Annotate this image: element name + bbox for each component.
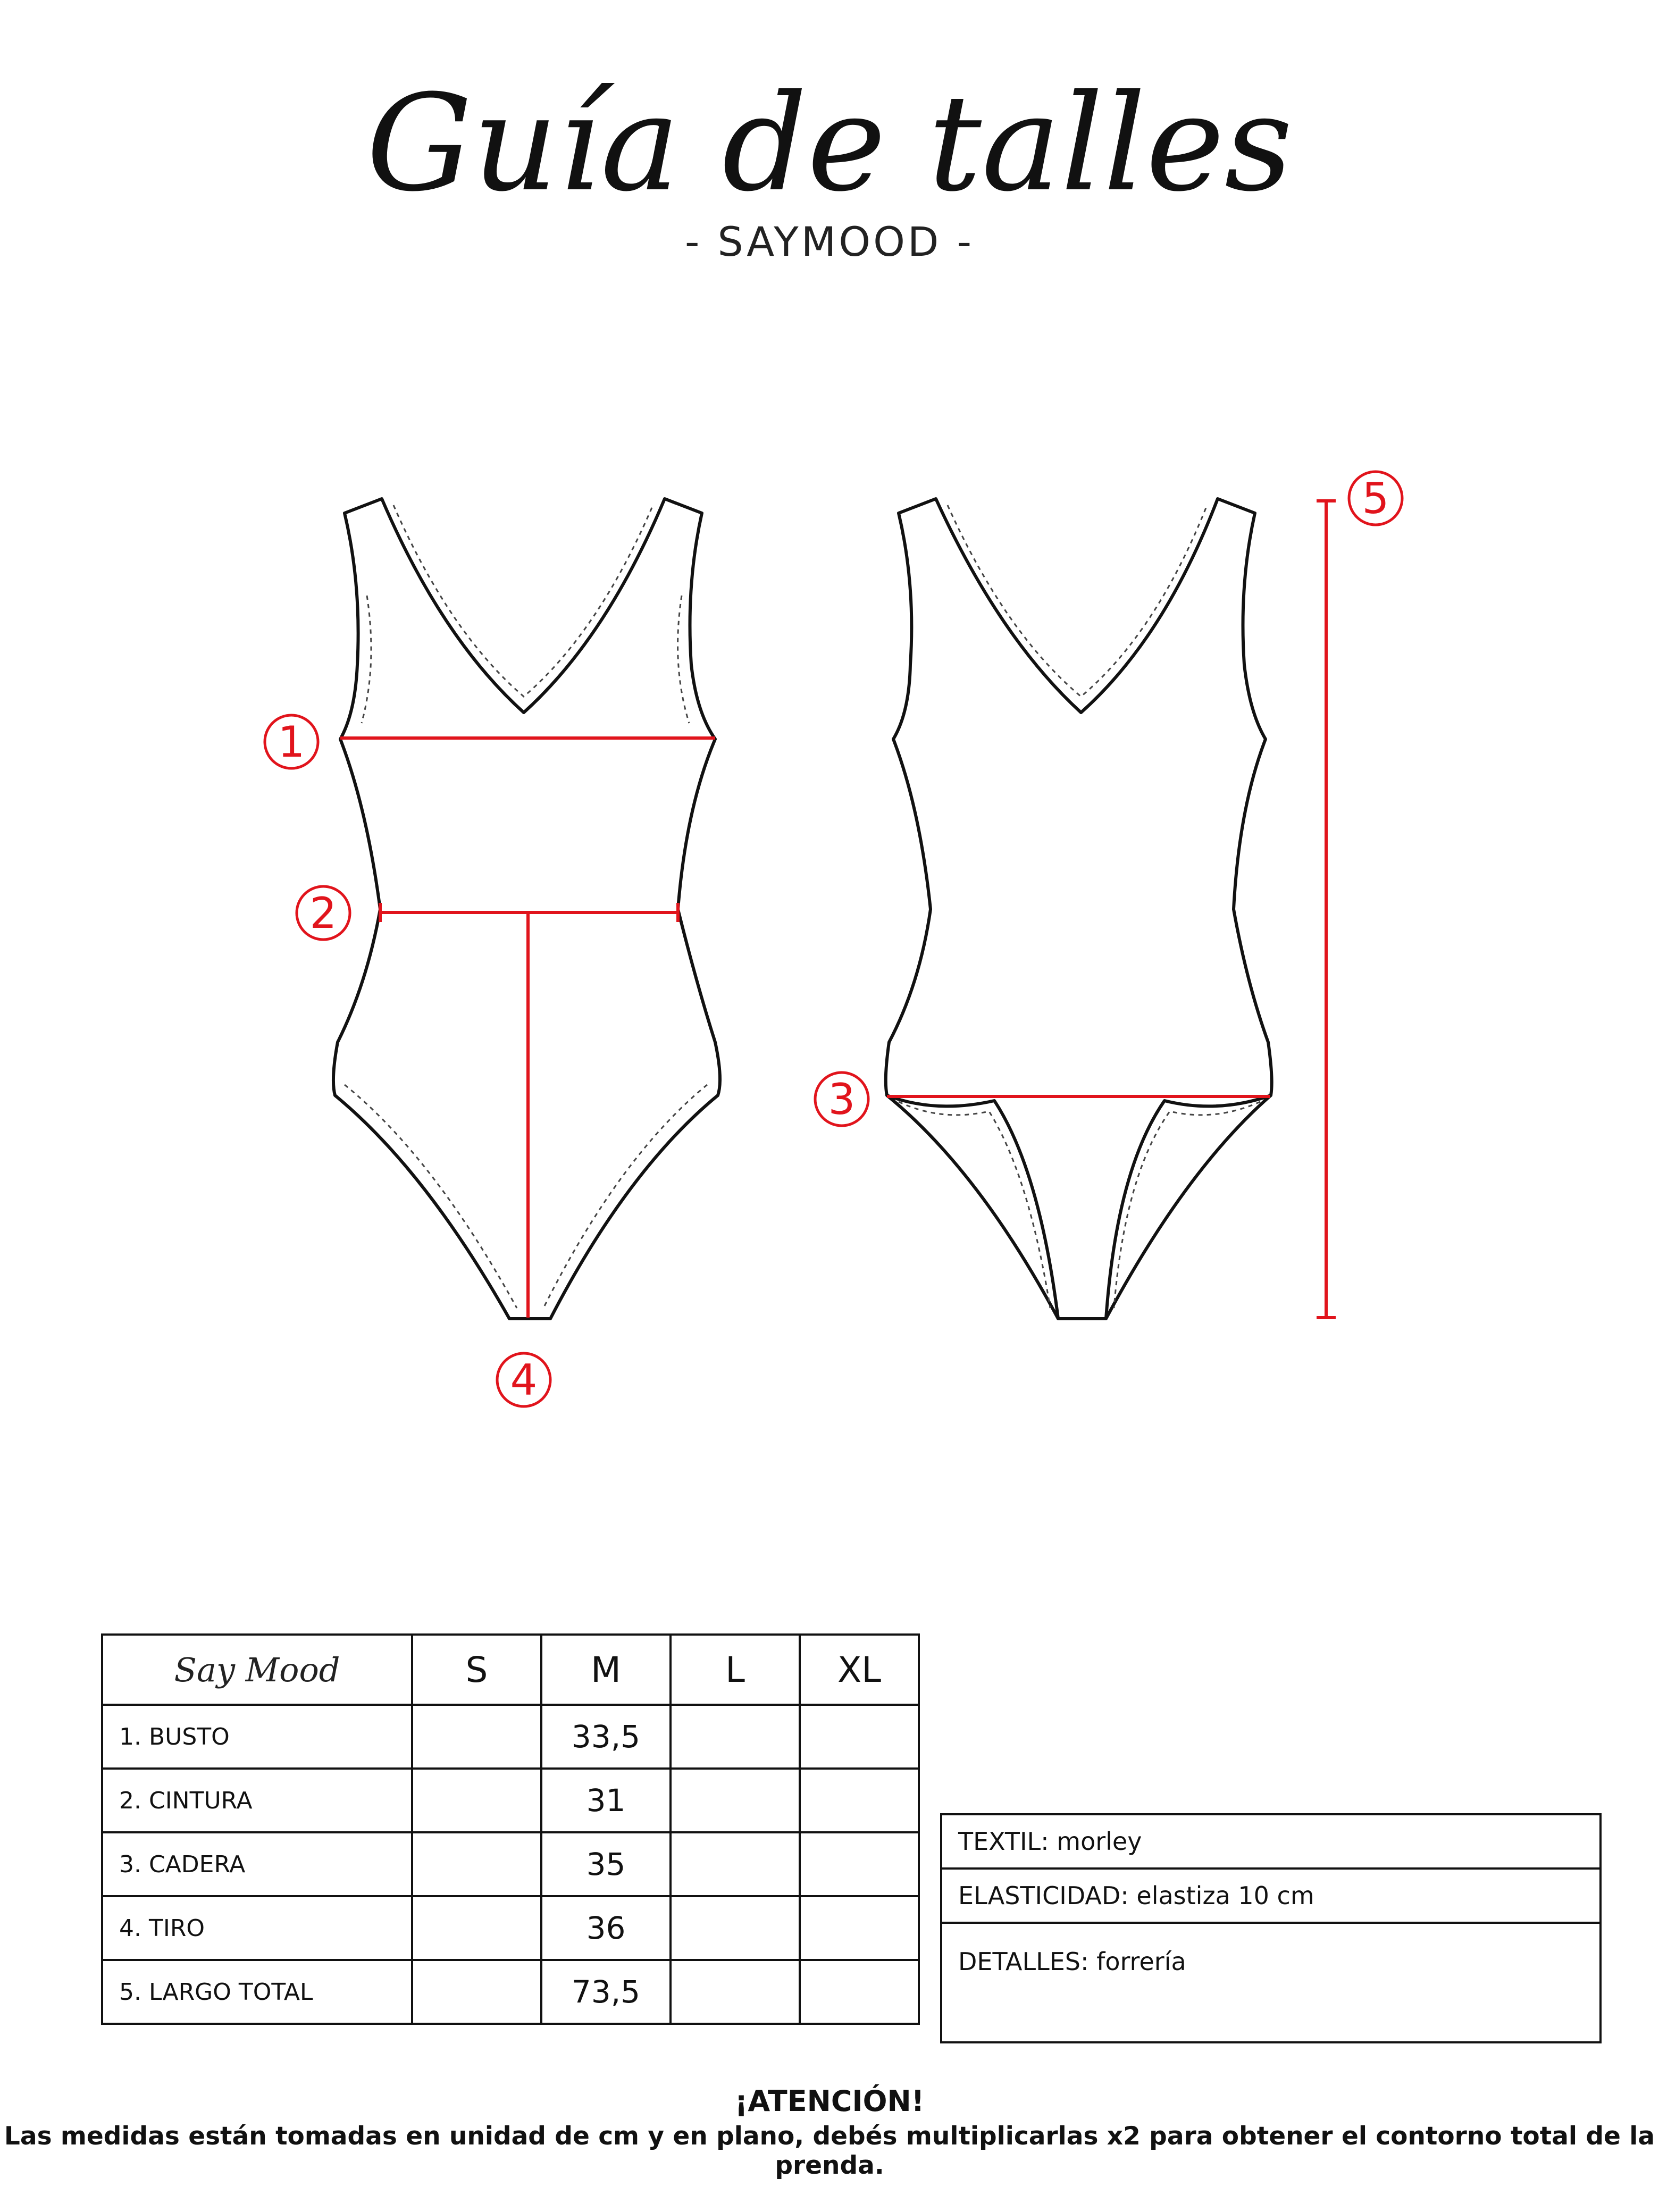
cell-busto-l bbox=[671, 1705, 800, 1769]
cell-cadera-m: 35 bbox=[541, 1832, 671, 1896]
table-row bbox=[102, 1832, 919, 1896]
size-table bbox=[101, 1633, 920, 2025]
cell-cadera-xl bbox=[800, 1832, 919, 1896]
callout-1-label: 1 bbox=[278, 717, 305, 767]
callout-length bbox=[1349, 472, 1402, 525]
size-table-header bbox=[102, 1635, 919, 1705]
cell-cintura-m: 31 bbox=[541, 1769, 671, 1832]
cell-tiro-m: 36 bbox=[541, 1896, 671, 1960]
cell-cadera-l bbox=[671, 1832, 800, 1896]
bodysuit-back-drawing bbox=[886, 499, 1272, 1319]
brand-subtitle: - SAYMOOD - bbox=[684, 218, 975, 265]
cell-cintura-l bbox=[671, 1769, 800, 1832]
callout-4-label: 4 bbox=[510, 1355, 538, 1405]
callout-waist bbox=[297, 886, 350, 940]
cell-largo-s bbox=[412, 1960, 541, 2024]
textil-info: TEXTIL: morley bbox=[941, 1814, 1601, 1869]
cell-largo-l bbox=[671, 1960, 800, 2024]
table-row bbox=[102, 1960, 919, 2024]
cell-tiro-xl bbox=[800, 1896, 919, 1960]
notice-text: Las medidas están tomadas en unidad de cm y en plano, debés multiplicarlas x2 para obtener el contorno total de la prenda. bbox=[4, 2122, 1655, 2180]
cell-busto-xl bbox=[800, 1705, 919, 1769]
cell-tiro-l bbox=[671, 1896, 800, 1960]
callout-2-label: 2 bbox=[309, 889, 337, 938]
page-title: Guía de talles bbox=[366, 66, 1293, 221]
row-label-cintura: 2. CINTURA bbox=[102, 1769, 412, 1832]
row-label-tiro: 4. TIRO bbox=[102, 1896, 412, 1960]
detalles-info: DETALLES: forrería bbox=[941, 1923, 1601, 2042]
table-row bbox=[102, 1896, 919, 1960]
callout-3-label: 3 bbox=[828, 1075, 856, 1124]
bodysuit-back-stitching bbox=[899, 505, 1260, 1308]
row-label-largo-total: 5. LARGO TOTAL bbox=[102, 1960, 412, 2024]
row-label-busto: 1. BUSTO bbox=[102, 1705, 412, 1769]
callout-bust bbox=[265, 715, 318, 768]
elasticidad-info: ELASTICIDAD: elastiza 10 cm bbox=[941, 1869, 1601, 1923]
callout-5-label: 5 bbox=[1362, 474, 1389, 523]
cell-largo-xl bbox=[800, 1960, 919, 2024]
cell-busto-s bbox=[412, 1705, 541, 1769]
cell-cintura-xl bbox=[800, 1769, 919, 1832]
bodysuit-front-stitching bbox=[345, 505, 707, 1308]
size-header-m: M bbox=[541, 1635, 671, 1705]
callout-rise bbox=[497, 1353, 550, 1406]
cell-tiro-s bbox=[412, 1896, 541, 1960]
size-header-s: S bbox=[412, 1635, 541, 1705]
cell-largo-m: 73,5 bbox=[541, 1960, 671, 2024]
fabric-info-table bbox=[940, 1813, 1602, 2043]
notice-title: ¡ATENCIÓN! bbox=[734, 2084, 925, 2118]
cell-cadera-s bbox=[412, 1832, 541, 1896]
row-label-cadera: 3. CADERA bbox=[102, 1832, 412, 1896]
size-header-xl: XL bbox=[800, 1635, 919, 1705]
table-row bbox=[102, 1769, 919, 1832]
table-row bbox=[102, 1705, 919, 1769]
cell-cintura-s bbox=[412, 1769, 541, 1832]
size-header-l: L bbox=[671, 1635, 800, 1705]
callout-hip bbox=[815, 1073, 868, 1126]
brand-signature: Say Mood bbox=[102, 1635, 412, 1705]
measurement-lines bbox=[340, 501, 1336, 1318]
cell-busto-m: 33,5 bbox=[541, 1705, 671, 1769]
